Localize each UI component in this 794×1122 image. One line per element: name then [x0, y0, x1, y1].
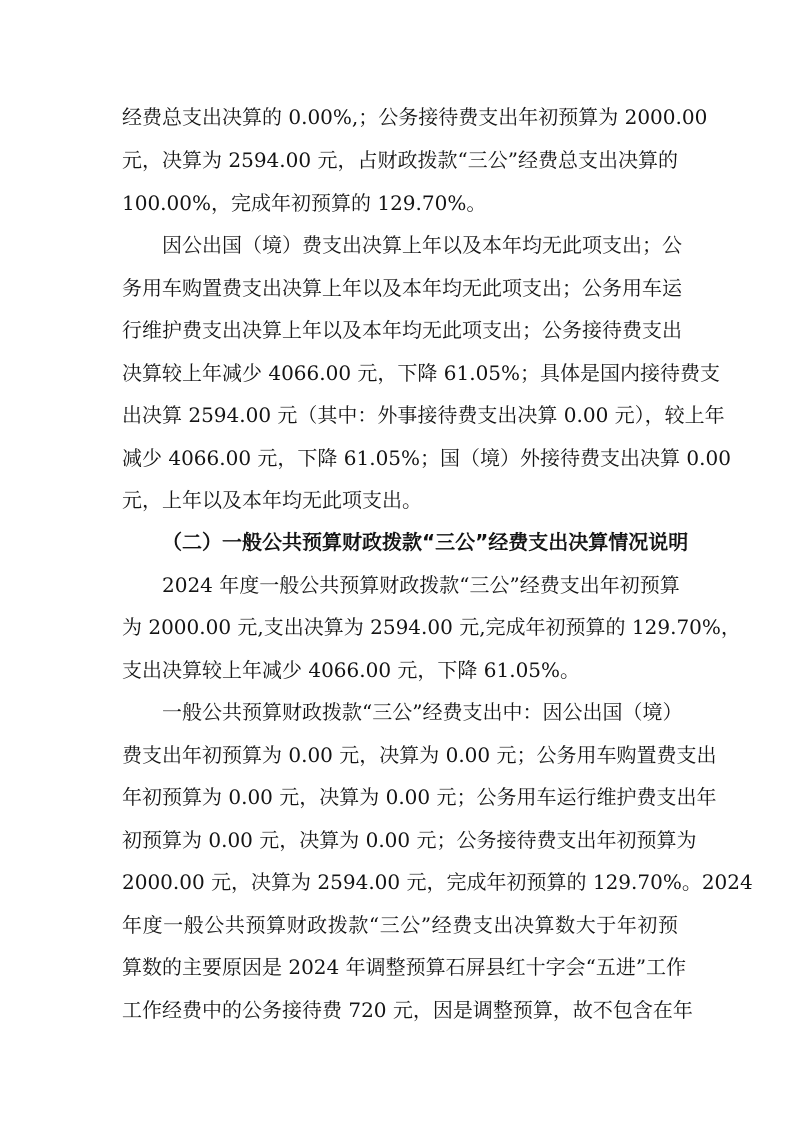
paragraph-line: 经费总支出决算的 0.00%,；公务接待费支出年初预算为 2000.00	[122, 105, 708, 129]
paragraph-line: 一般公共预算财政拨款“三公”经费支出中：因公出国（境）	[162, 700, 683, 724]
paragraph-line: 工作经费中的公务接待费 720 元，因是调整预算，故不包含在年	[122, 998, 693, 1022]
paragraph-line: 年度一般公共预算财政拨款“三公”经费支出决算数大于年初预	[122, 913, 678, 937]
paragraph-line: 费支出年初预算为 0.00 元，决算为 0.00 元；公务用车购置费支出	[122, 743, 717, 767]
paragraph-line: 因公出国（境）费支出决算上年以及本年均无此项支出；公	[162, 233, 682, 257]
paragraph-line: 2000.00 元，决算为 2594.00 元，完成年初预算的 129.70%。2024	[122, 870, 753, 894]
paragraph-line: 决算较上年减少 4066.00 元，下降 61.05%；具体是国内接待费支	[122, 361, 721, 385]
paragraph-line: 初预算为 0.00 元，决算为 0.00 元；公务接待费支出年初预算为	[122, 828, 697, 852]
section-heading: （二）一般公共预算财政拨款“三公”经费支出决算情况说明	[162, 530, 689, 554]
paragraph-line: 100.00%，完成年初预算的 129.70%。	[122, 191, 487, 215]
paragraph-line: 减少 4066.00 元，下降 61.05%；国（境）外接待费支出决算 0.00	[122, 446, 731, 470]
paragraph-line: 元，上年以及本年均无此项支出。	[122, 488, 422, 512]
paragraph-line: 为 2000.00 元,支出决算为 2594.00 元,完成年初预算的 129.70%，	[122, 615, 741, 639]
paragraph-line: 务用车购置费支出决算上年以及本年均无此项支出；公务用车运	[122, 276, 682, 300]
paragraph-line: 年初预算为 0.00 元，决算为 0.00 元；公务用车运行维护费支出年	[122, 785, 717, 809]
paragraph-line: 元，决算为 2594.00 元，占财政拨款“三公”经费总支出决算的	[122, 148, 678, 172]
paragraph-line: 出决算 2594.00 元（其中：外事接待费支出决算 0.00 元），较上年	[122, 403, 725, 427]
paragraph-line: 2024 年度一般公共预算财政拨款“三公”经费支出年初预算	[162, 573, 680, 597]
paragraph-line: 支出决算较上年减少 4066.00 元，下降 61.05%。	[122, 658, 581, 682]
paragraph-line: 行维护费支出决算上年以及本年均无此项支出；公务接待费支出	[122, 318, 682, 342]
paragraph-line: 算数的主要原因是 2024 年调整预算石屏县红十字会“五进”工作	[122, 955, 687, 979]
